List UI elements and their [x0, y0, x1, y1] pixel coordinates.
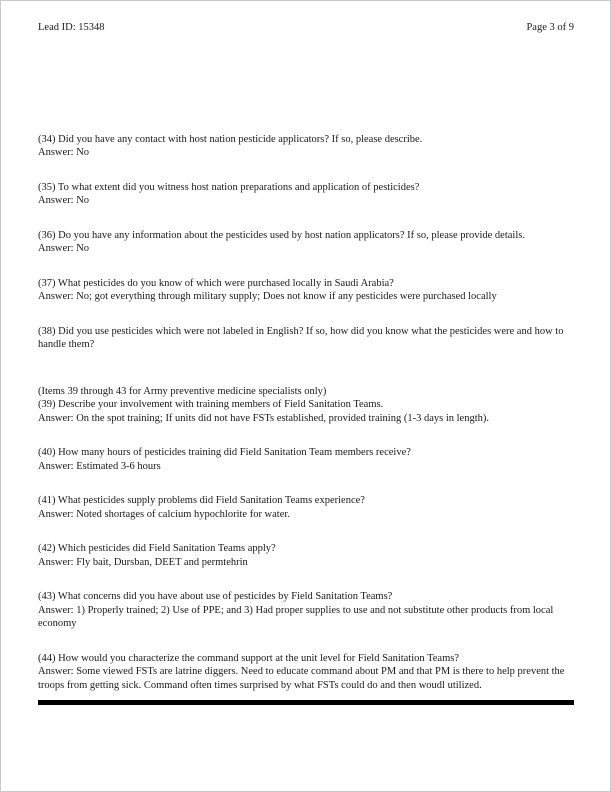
answer-text: Answer: Estimated 3-6 hours: [38, 460, 161, 472]
qa-item-40: [38, 446, 574, 473]
question-text: (38) Did you use pesticides which were not labeled in English? If so, how did you know what the pesticides were and how to handle them?: [38, 325, 564, 350]
answer-text: Answer: No: [38, 195, 90, 206]
question-text: (39) Describe your involvement with training members of Field Sanitation Teams.: [38, 399, 384, 410]
document-body: [38, 133, 574, 706]
answer-text: Answer: No: [38, 243, 90, 254]
page-header: [38, 21, 574, 35]
question-text: (43) What concerns did you have about use of pesticides by Field Sanitation Teams?: [38, 591, 393, 602]
answer-text: Answer: 1) Properly trained; 2) Use of PPE; and 3) Had proper supplies to use and not substitute other products from local economy: [38, 604, 554, 629]
qa-item-37: [38, 277, 574, 304]
qa-item-34: [38, 133, 574, 160]
question-text: (34) Did you have any contact with host nation pesticide applicators? If so, please describe.: [38, 133, 423, 145]
question-text: (40) How many hours of pesticides training did Field Sanitation Team members receive?: [38, 447, 411, 458]
qa-item-35: [38, 181, 574, 208]
question-text: (36) Do you have any information about the pesticides used by host nation applicators? If so, please provide details.: [38, 229, 525, 241]
question-text: (35) To what extent did you witness host nation preparations and application of pesticides?: [38, 181, 420, 193]
answer-text: Answer: No; got everything through military supply; Does not know if any pesticides were purchased locally: [38, 291, 497, 302]
qa-item-36: [38, 229, 574, 256]
lead-id: Lead ID: 15348: [38, 22, 105, 33]
question-text: (37) What pesticides do you know of which were purchased locally in Saudi Arabia?: [38, 277, 394, 289]
qa-item-43: [38, 590, 574, 631]
page-number: Page 3 of 9: [526, 22, 574, 33]
qa-item-39: [38, 385, 574, 426]
answer-text: Answer: Some viewed FSTs are latrine diggers. Need to educate command about PM and that PM is there to help prevent the troops from getting sick. Command often times surprised by what FSTs could do and then woudl utilized.: [38, 666, 565, 691]
answer-text: Answer: Noted shortages of calcium hypochlorite for water.: [38, 508, 290, 520]
answer-text: Answer: No: [38, 147, 90, 158]
qa-item-42: [38, 542, 574, 569]
answer-text: Answer: Fly bait, Dursban, DEET and permtehrin: [38, 556, 248, 568]
question-text: (42) Which pesticides did Field Sanitation Teams apply?: [38, 543, 276, 554]
answer-text: Answer: On the spot training; If units did not have FSTs established, provided training (1-3 days in length).: [38, 412, 489, 424]
question-text: (44) How would you characterize the command support at the unit level for Field Sanitation Teams?: [38, 652, 459, 664]
qa-item-44: [38, 652, 574, 693]
section-note: (Items 39 through 43 for Army preventive medicine specialists only): [38, 385, 327, 397]
question-text: (41) What pesticides supply problems did Field Sanitation Teams experience?: [38, 495, 365, 506]
qa-item-41: [38, 494, 574, 521]
qa-item-38: [38, 325, 574, 352]
bottom-rule: [38, 700, 574, 705]
